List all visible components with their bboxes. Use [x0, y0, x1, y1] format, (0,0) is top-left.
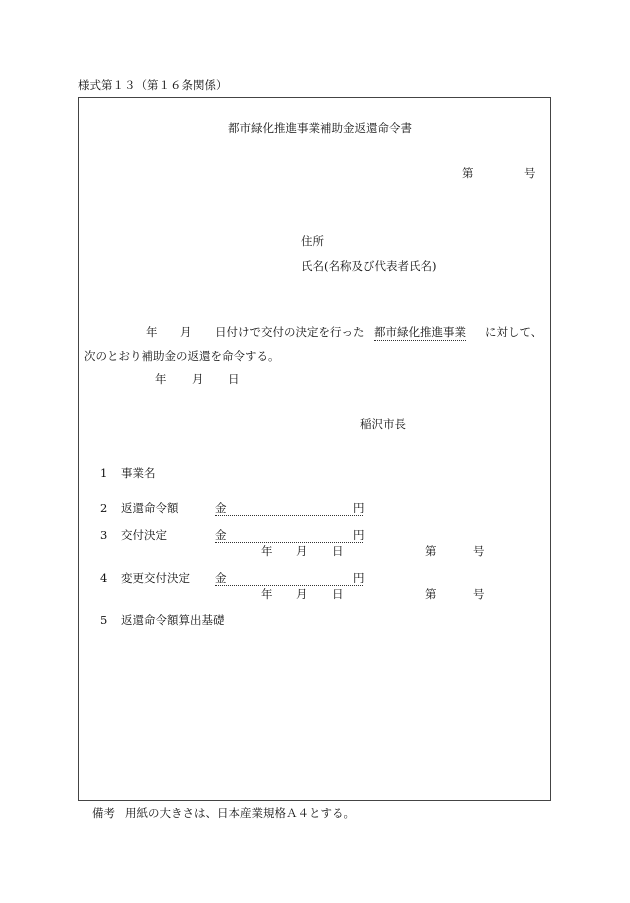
issuer: 稲沢市長 [360, 417, 406, 431]
item-4-day: 日 [332, 587, 344, 601]
item-1-label: 事業名 [121, 466, 156, 480]
item-2-label: 返還命令額 [121, 501, 179, 515]
item-5-num: 5 [100, 613, 108, 627]
item-1-num: 1 [100, 466, 108, 480]
item-3-num: 3 [100, 528, 108, 542]
date-day: 日 [228, 372, 240, 386]
body-year: 年 [146, 325, 158, 339]
item-2-yen: 円 [353, 501, 365, 515]
item-3-label: 交付決定 [121, 528, 167, 542]
item-4-go: 号 [473, 587, 485, 601]
item-2-num: 2 [100, 501, 108, 515]
form-label: 様式第１３（第１６条関係） [78, 78, 228, 92]
body-suffix: に対して、 [485, 325, 543, 339]
item-4-amount-line [215, 585, 363, 586]
item-3-yen: 円 [353, 528, 365, 542]
body-project-name: 都市緑化推進事業 [374, 325, 466, 339]
item-4-year: 年 [261, 587, 273, 601]
item-3-amount-line [215, 542, 363, 543]
body-month: 月 [180, 325, 192, 339]
item-5-label: 返還命令額算出基礎 [121, 613, 225, 627]
doc-number-go: 号 [524, 166, 536, 180]
item-3-go: 号 [473, 544, 485, 558]
item-3-month: 月 [296, 544, 308, 558]
address-label: 住所 [301, 234, 324, 248]
doc-number-dai: 第 [462, 166, 474, 180]
item-3-dai: 第 [425, 544, 437, 558]
date-month: 月 [192, 372, 204, 386]
item-3-kin: 金 [215, 528, 227, 542]
item-2-kin: 金 [215, 501, 227, 515]
item-4-month: 月 [296, 587, 308, 601]
form-frame [78, 97, 551, 801]
body-line2: 次のとおり補助金の返還を命令する。 [84, 349, 280, 363]
item-4-num: 4 [100, 571, 108, 585]
body-day-text: 日付けで交付の決定を行った [215, 325, 365, 339]
item-4-yen: 円 [353, 571, 365, 585]
item-2-amount-line [215, 515, 363, 516]
document-title: 都市緑化推進事業補助金返還命令書 [228, 121, 412, 135]
item-3-day: 日 [332, 544, 344, 558]
date-year: 年 [155, 372, 167, 386]
item-4-label: 変更交付決定 [121, 571, 190, 585]
name-label: 氏名(名称及び代表者氏名) [301, 259, 437, 273]
item-4-dai: 第 [425, 587, 437, 601]
remark-label: 備考 [92, 806, 115, 820]
item-3-year: 年 [261, 544, 273, 558]
remark-text: 用紙の大きさは、日本産業規格Ａ４とする。 [125, 806, 355, 820]
item-4-kin: 金 [215, 571, 227, 585]
